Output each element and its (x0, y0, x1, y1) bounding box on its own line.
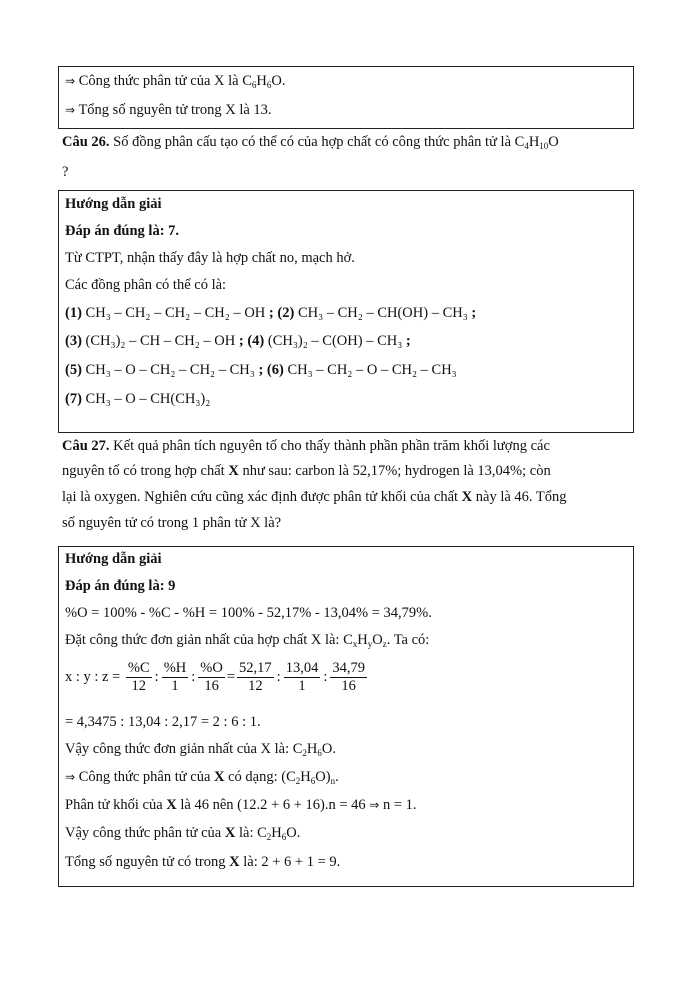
isomer-line-5-6: (5) CH₃ – O – CH₂ – CH₂ – CH₃ ; (6) CH₃ – CH₂ – O – CH₂ – CH₃ (65, 362, 457, 378)
solution-text: Từ CTPT, nhận thấy đây là hợp chất no, mạch hở. (65, 250, 355, 266)
isomer-formula: CH₃ – O – CH₂ – CH₂ – CH₃ (85, 362, 255, 378)
isomer-formula: CH₃ – CH₂ – CH₂ – CH₂ – OH (85, 305, 266, 321)
question-26: Câu 26. Số đồng phân cấu tạo có thể có của hợp chất có công thức phân tử là $C_4H_{10}O$ (62, 134, 559, 151)
fraction: $\frac{\%C}{12}$ (127, 660, 150, 695)
ratio-equation: x : y : z = $\frac{\%C}{12}$ : $\frac{\%H}{1}$ : $\frac{\%O}{16}$ = $\frac{52,17}{12}$ : $\frac{13,04}{1}$ : $\frac{34,79}{16}$ (65, 660, 365, 695)
solution-box-prev (58, 66, 634, 129)
ratio-result: = 4,3475 : 13,04 : 2,17 = 2 : 6 : 1. (65, 714, 261, 730)
isomer-line-3-4: (3) (CH₃)₂ – CH – CH₂ – OH ; (4) (CH₃)₂ – C(OH) – CH₃ ; (65, 333, 411, 349)
implies-icon: ⇒ (65, 103, 76, 117)
isomer-formula: (CH₃)₂ – C(OH) – CH₃ (267, 333, 403, 349)
solution-heading: Hướng dẫn giải (65, 551, 162, 567)
solution-text: Các đồng phân có thể có là: (65, 277, 227, 293)
question-label: Câu 27. (62, 438, 110, 454)
question-27-line-2: nguyên tố có trong hợp chất X như sau: carbon là 52,17%; hydrogen là 13,04%; còn (62, 463, 551, 479)
question-27: Câu 27. Kết quả phân tích nguyên tố cho thấy thành phần phần trăm khối lượng các (62, 438, 550, 454)
conclusion-formula-line: ⇒ Công thức phân tử của X là $C_6H_6O$. (65, 73, 286, 90)
isomer-formula: CH₃ – CH₂ – O – CH₂ – CH₃ (287, 362, 457, 378)
molecular-formula-form: ⇒ Công thức phân tử của X có dạng: $(C_2H_6O)_n$. (65, 769, 339, 786)
question-26-tail: ? (62, 164, 69, 180)
implies-icon: ⇒ (65, 770, 76, 784)
answer-line: Đáp án đúng là: 9 (65, 578, 176, 594)
oxygen-percent-line: %O = 100% - %C - %H = 100% - 52,17% - 13,04% = 34,79%. (65, 605, 432, 621)
question-27-line-3: lại là oxygen. Nghiên cứu cũng xác định được phân tử khối của chất X này là 46. Tổng (62, 489, 567, 505)
question-27-line-4: số nguyên tử có trong 1 phân tử X là? (62, 515, 282, 531)
fraction: $\frac{\%O}{16}$ (200, 660, 223, 695)
conclusion-atoms-line: ⇒ Tổng số nguyên tử trong X là 13. (65, 102, 272, 118)
molecular-formula-result: Vậy công thức phân tử của X là: $C_2H_6O$. (65, 825, 301, 842)
solution-box-27 (58, 546, 634, 887)
implies-icon: ⇒ (65, 74, 76, 88)
question-label: Câu 26. (62, 134, 110, 150)
isomer-formula: CH₃ – CH₂ – CH(OH) – CH₃ (297, 305, 468, 321)
solution-heading: Hướng dẫn giải (65, 196, 162, 212)
empirical-formula-setup: Đặt công thức đơn giản nhất của hợp chất X là: $C_xH_yO_z$. Ta có: (65, 632, 430, 649)
solution-box-26 (58, 190, 634, 433)
fraction: $\frac{13,04}{1}$ (285, 660, 319, 695)
molar-mass-line: Phân tử khối của X là 46 nên (12.2 + 6 + 16).n = 46 ⇒ n = 1. (65, 797, 417, 813)
fraction: $\frac{52,17}{12}$ (239, 660, 272, 695)
isomer-formula: (CH₃)₂ – CH – CH₂ – OH (85, 333, 236, 349)
isomer-line-1-2: (1) CH₃ – CH₂ – CH₂ – CH₂ – OH ; (2) CH₃ – CH₂ – CH(OH) – CH₃ ; (65, 305, 477, 321)
total-atoms-line: Tổng số nguyên tử có trong X là: 2 + 6 + 1 = 9. (65, 854, 341, 870)
answer-line: Đáp án đúng là: 7. (65, 223, 180, 239)
implies-icon: ⇒ (369, 798, 380, 812)
isomer-line-7: (7) CH₃ – O – CH(CH₃)₂ (65, 391, 211, 407)
empirical-formula-result: Vậy công thức đơn giản nhất của X là: $C_2H_6O$. (65, 741, 336, 758)
fraction: $\frac{\%H}{1}$ (163, 660, 187, 695)
isomer-formula: CH₃ – O – CH(CH₃)₂ (85, 391, 211, 407)
fraction: $\frac{34,79}{16}$ (332, 660, 365, 695)
